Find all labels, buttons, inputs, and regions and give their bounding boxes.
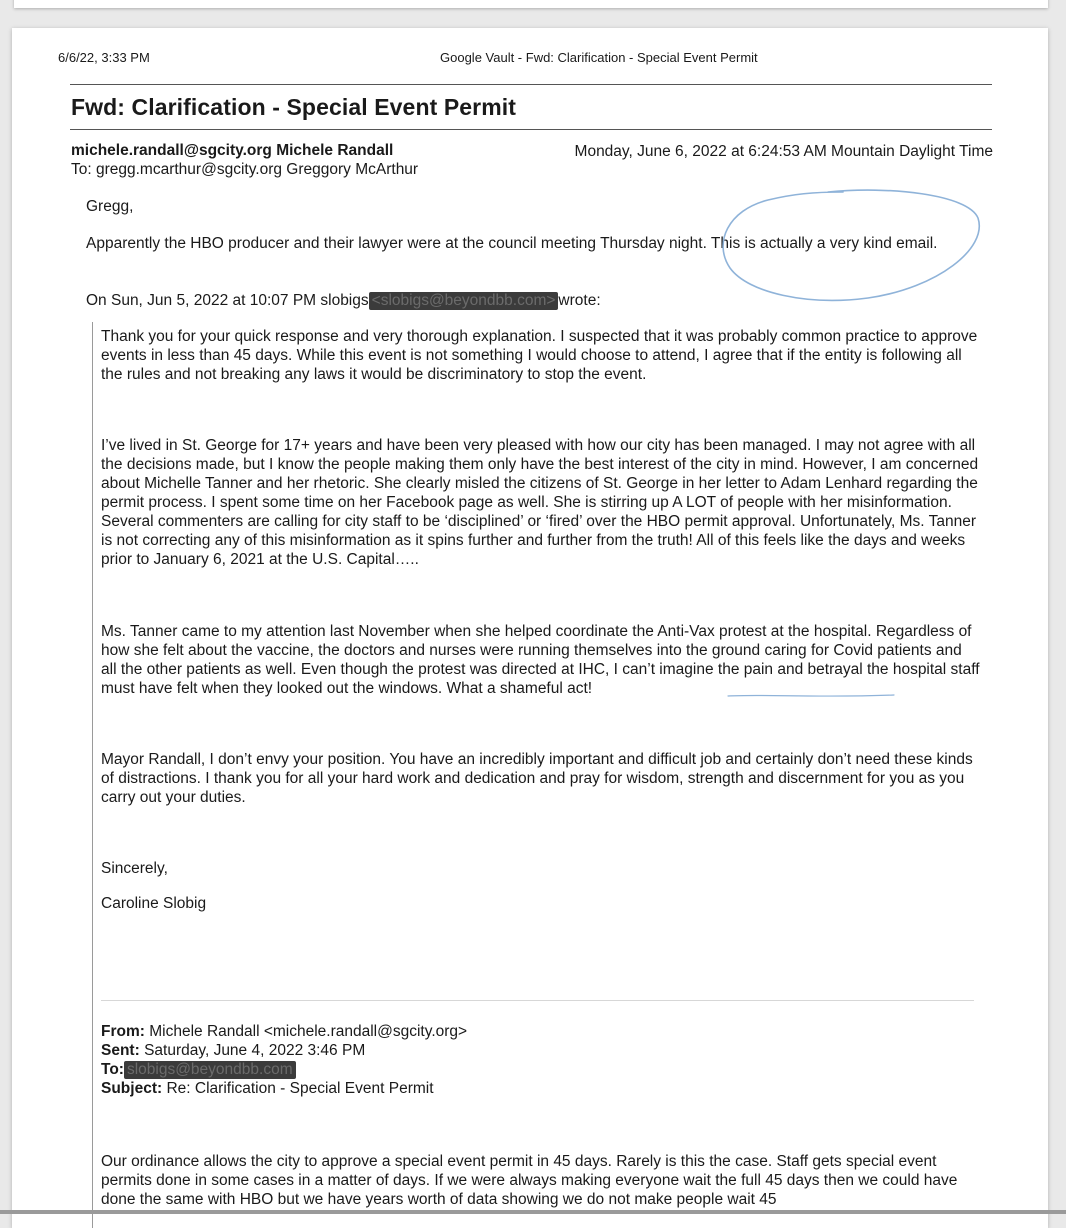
email-date: Monday, June 6, 2022 at 6:24:53 AM Mountain Daylight Time [574,143,993,160]
redacted-recipient: slobigs@beyondbb.com [124,1061,296,1079]
original-sent: Sent: Saturday, June 4, 2022 3:46 PM [101,1042,366,1059]
original-body: Our ordinance allows the city to approve a special event permit in 45 days. Rarely is this the case. Staff gets special event permits done in some cases in a matter of days. If we were always making everyone wait the full 45 days then we could have done the same with HBO but we have years worth of data showing we do not make people wait 45 [101,1153,958,1208]
original-from: From: Michele Randall <michele.randall@sgcity.org> [101,1023,468,1040]
original-message-header [101,1022,467,1098]
original-message-separator [101,1000,974,1001]
quoted-paragraph-1: Thank you for your quick response and very thorough explanation. I suspected that it was probably common practice to approve events in less than 45 days. While this event is not something I would choose to attend, I agree that if the entity is following all the rules and not breaking any laws it would be discriminatory to stop the event. [101,328,978,383]
hand-drawn-circle-annotation [718,188,982,304]
quote-attribution-suffix: wrote: [558,292,601,309]
viewer-bottom-edge [0,1210,1066,1214]
header-rule-bottom [70,129,992,130]
header-rule-top [70,84,992,85]
printed-page [12,28,1048,1228]
quote-bar [92,322,93,1228]
previous-page-edge [14,0,1048,8]
hand-drawn-underline-annotation [726,692,896,700]
quote-attribution-prefix: On Sun, Jun 5, 2022 at 10:07 PM slobigs [86,292,369,309]
email-subject: Fwd: Clarification - Special Event Permit [71,94,517,120]
email-greeting: Gregg, [86,198,134,215]
quoted-paragraph-2: I’ve lived in St. George for 17+ years and have been very pleased with how our city has been managed. I may not agree with all the decisions made, but I know the people making them only have the best interest of the city in mind. However, I am concerned about Michelle Tanner and her rhetoric. She clearly misled the citizens of St. George in her letter to Adam Lenhard regarding the permit process. I spent some time on her Facebook page as well. She is stirring up A LOT of people with her misinformation. Several commenters are calling for city staff to be ‘disciplined’ or ‘fired’ over the HBO permit approval. Unfortunately, Ms. Tanner is not correcting any of this misinformation as it spins further and further from the truth! All of this feels like the days and weeks prior to January 6, 2021 at the U.S. Capital….. [101,437,979,568]
quoted-closing: Sincerely, [101,860,168,877]
print-datetime: 6/6/22, 3:33 PM [58,50,150,65]
email-message: Apparently the HBO producer and their lawyer were at the council meeting Thursday night. This is actually a very kind email. [86,235,938,252]
redacted-email: <slobigs@beyondbb.com> [369,292,559,310]
quoted-signature: Caroline Slobig [101,895,207,912]
email-to: To: gregg.mcarthur@sgcity.org Greggory McArthur [71,161,419,178]
quoted-paragraph-3: Ms. Tanner came to my attention last November when she helped coordinate the Anti-Vax protest at the hospital. Regardless of how she felt about the vaccine, the doctors and nurses were running themselves into the ground caring for Covid patients and all the other patients as well. Even though the protest was directed at IHC, I can’t imagine the pain and betrayal the hospital staff must have felt when they looked out the windows. What a shameful act! [101,623,980,697]
quoted-paragraph-4: Mayor Randall, I don’t envy your position. You have an incredibly important and difficult job and certainly don’t need these kinds of distractions. I thank you for all your hard work and dedication and pray for wisdom, strength and discernment for you as you carry out your duties. [101,751,973,806]
original-subject: Subject: Re: Clarification - Special Event Permit [101,1080,434,1097]
print-header-title: Google Vault - Fwd: Clarification - Special Event Permit [440,50,758,65]
email-from: michele.randall@sgcity.org Michele Randall [71,142,394,159]
original-to: To: slobigs@beyondbb.com [101,1060,467,1079]
